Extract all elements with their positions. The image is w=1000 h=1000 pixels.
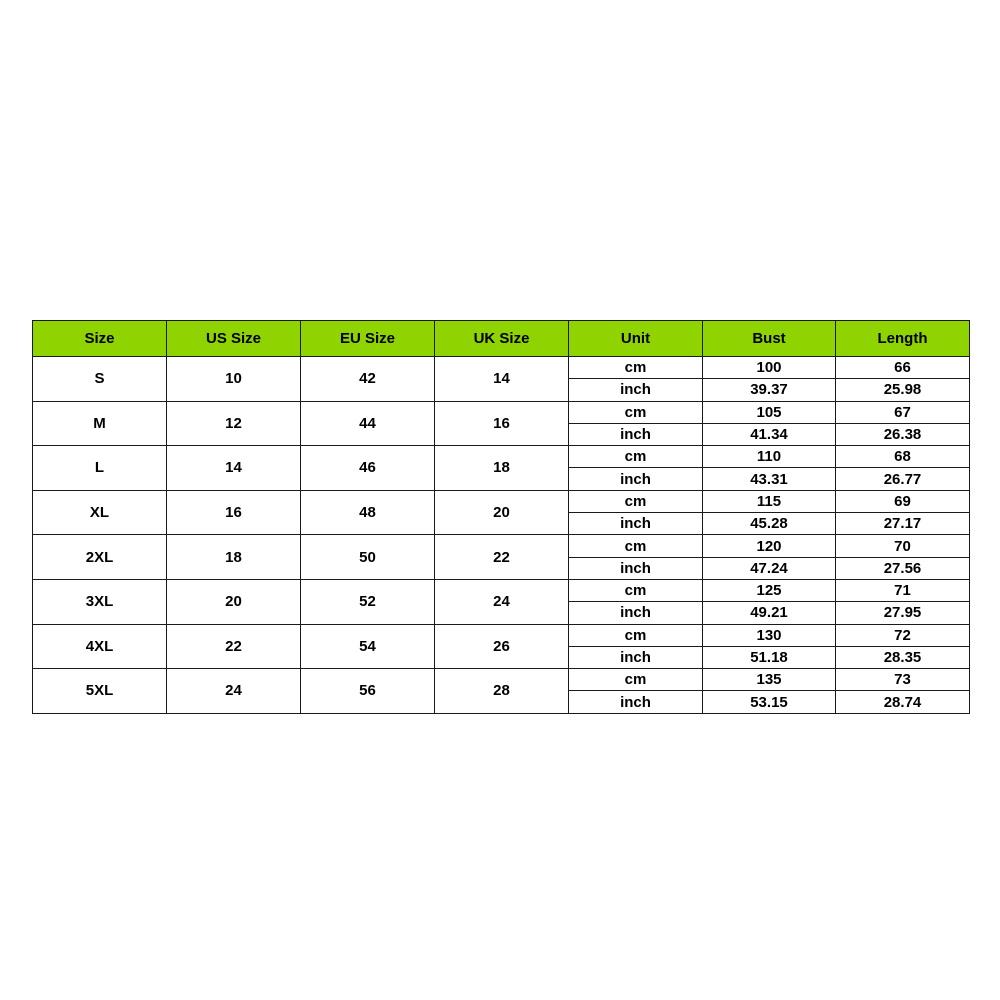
length-cell: 67 — [836, 401, 970, 423]
bust-cell: 49.21 — [703, 602, 836, 624]
length-cell: 28.74 — [836, 691, 970, 713]
unit-cell: inch — [569, 513, 703, 535]
uk-size-cell: 24 — [435, 579, 569, 624]
unit-cell: cm — [569, 579, 703, 601]
size-cell: L — [33, 446, 167, 491]
bust-cell: 120 — [703, 535, 836, 557]
bust-cell: 130 — [703, 624, 836, 646]
eu-size-cell: 46 — [301, 446, 435, 491]
uk-size-cell: 26 — [435, 624, 569, 669]
us-size-cell: 18 — [167, 535, 301, 580]
length-cell: 70 — [836, 535, 970, 557]
bust-cell: 115 — [703, 490, 836, 512]
eu-size-cell: 50 — [301, 535, 435, 580]
header-length: Length — [836, 321, 970, 357]
bust-cell: 43.31 — [703, 468, 836, 490]
header-bust: Bust — [703, 321, 836, 357]
size-chart-table — [32, 320, 970, 714]
unit-cell: inch — [569, 468, 703, 490]
length-cell: 26.77 — [836, 468, 970, 490]
bust-cell: 53.15 — [703, 691, 836, 713]
uk-size-cell: 16 — [435, 401, 569, 446]
table-row — [33, 490, 970, 512]
table-row — [33, 446, 970, 468]
bust-cell: 45.28 — [703, 513, 836, 535]
length-cell: 71 — [836, 579, 970, 601]
length-cell: 69 — [836, 490, 970, 512]
length-cell: 66 — [836, 357, 970, 379]
length-cell: 25.98 — [836, 379, 970, 401]
us-size-cell: 12 — [167, 401, 301, 446]
bust-cell: 100 — [703, 357, 836, 379]
length-cell: 73 — [836, 669, 970, 691]
unit-cell: cm — [569, 624, 703, 646]
table-row — [33, 357, 970, 379]
size-cell: 3XL — [33, 579, 167, 624]
unit-cell: cm — [569, 357, 703, 379]
us-size-cell: 22 — [167, 624, 301, 669]
us-size-cell: 24 — [167, 669, 301, 714]
bust-cell: 135 — [703, 669, 836, 691]
us-size-cell: 20 — [167, 579, 301, 624]
eu-size-cell: 44 — [301, 401, 435, 446]
length-cell: 68 — [836, 446, 970, 468]
bust-cell: 51.18 — [703, 646, 836, 668]
header-us-size: US Size — [167, 321, 301, 357]
size-cell: XL — [33, 490, 167, 535]
uk-size-cell: 28 — [435, 669, 569, 714]
header-uk-size: UK Size — [435, 321, 569, 357]
unit-cell: cm — [569, 535, 703, 557]
bust-cell: 39.37 — [703, 379, 836, 401]
table-header — [33, 321, 970, 357]
length-cell: 27.56 — [836, 557, 970, 579]
size-cell: 5XL — [33, 669, 167, 714]
size-cell: S — [33, 357, 167, 402]
table-row — [33, 535, 970, 557]
unit-cell: cm — [569, 669, 703, 691]
header-eu-size: EU Size — [301, 321, 435, 357]
eu-size-cell: 42 — [301, 357, 435, 402]
table-row — [33, 401, 970, 423]
length-cell: 28.35 — [836, 646, 970, 668]
uk-size-cell: 22 — [435, 535, 569, 580]
length-cell: 26.38 — [836, 423, 970, 445]
header-size: Size — [33, 321, 167, 357]
eu-size-cell: 52 — [301, 579, 435, 624]
unit-cell: cm — [569, 490, 703, 512]
bust-cell: 110 — [703, 446, 836, 468]
size-cell: M — [33, 401, 167, 446]
bust-cell: 41.34 — [703, 423, 836, 445]
eu-size-cell: 56 — [301, 669, 435, 714]
unit-cell: cm — [569, 446, 703, 468]
table-row — [33, 669, 970, 691]
uk-size-cell: 20 — [435, 490, 569, 535]
us-size-cell: 16 — [167, 490, 301, 535]
header-row — [33, 321, 970, 357]
us-size-cell: 14 — [167, 446, 301, 491]
header-unit: Unit — [569, 321, 703, 357]
bust-cell: 105 — [703, 401, 836, 423]
eu-size-cell: 54 — [301, 624, 435, 669]
unit-cell: inch — [569, 423, 703, 445]
table-body — [33, 357, 970, 714]
size-cell: 2XL — [33, 535, 167, 580]
table-row — [33, 624, 970, 646]
unit-cell: inch — [569, 691, 703, 713]
unit-cell: inch — [569, 646, 703, 668]
length-cell: 27.95 — [836, 602, 970, 624]
unit-cell: cm — [569, 401, 703, 423]
unit-cell: inch — [569, 379, 703, 401]
us-size-cell: 10 — [167, 357, 301, 402]
size-cell: 4XL — [33, 624, 167, 669]
length-cell: 27.17 — [836, 513, 970, 535]
table-row — [33, 579, 970, 601]
bust-cell: 47.24 — [703, 557, 836, 579]
unit-cell: inch — [569, 557, 703, 579]
uk-size-cell: 18 — [435, 446, 569, 491]
length-cell: 72 — [836, 624, 970, 646]
bust-cell: 125 — [703, 579, 836, 601]
unit-cell: inch — [569, 602, 703, 624]
uk-size-cell: 14 — [435, 357, 569, 402]
eu-size-cell: 48 — [301, 490, 435, 535]
